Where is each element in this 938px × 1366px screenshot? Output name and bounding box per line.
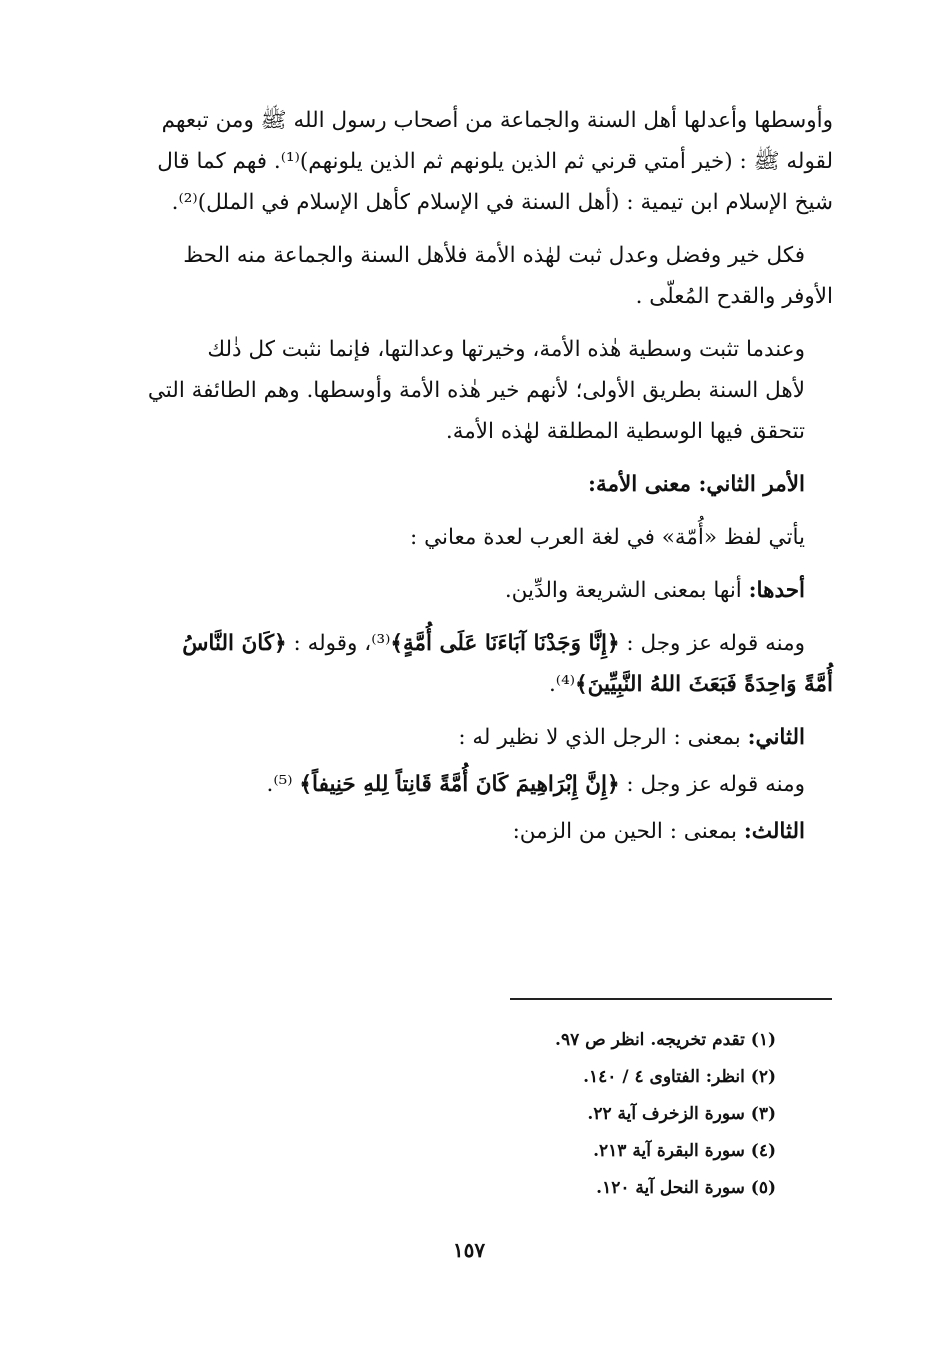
quran-verse-3: ﴿إِنَّ إِبْرَاهِيمَ كَانَ أُمَّةً قَانِتاً لِلهِ حَنِيفاً﴾ bbox=[299, 772, 620, 797]
paragraph-6 bbox=[108, 764, 833, 805]
paragraph-5 bbox=[108, 623, 833, 705]
paragraph-6-pre: ومنه قوله عز وجل : bbox=[619, 772, 805, 797]
footnote-1: (١) تقدم تخريجه. انظر ص ٩٧. bbox=[555, 1030, 776, 1050]
paragraph-2-line-1: فكل خير وفضل وعدل ثبت لهٰذه الأمة فلأهل السنة والجماعة منه الحظ bbox=[183, 243, 805, 268]
meaning-second bbox=[108, 717, 833, 758]
section-heading: الأمر الثاني: معنى الأمة: bbox=[588, 472, 805, 497]
quran-verse-1: ﴿إِنَّا وَجَدْنَا آبَاءَنَا عَلَى أُمَّةٍ﴾ bbox=[390, 631, 620, 656]
quran-verse-2-end: أُمَّةً وَاحِدَةً فَبَعَثَ اللهُ النَّبِيِّينَ﴾ bbox=[574, 672, 833, 697]
paragraph-1-line-2: لقوله ﷺ : (خير أمتي قرني ثم الذين يلونهم ثم الذين يلونهم)⁽¹⁾. فهم كما قال bbox=[157, 149, 833, 174]
paragraph-3 bbox=[108, 329, 833, 452]
footnote-ref-3: ⁽³⁾ bbox=[371, 631, 391, 656]
meaning-first bbox=[108, 570, 833, 611]
footnote-2: (٢) انظر: الفتاوى ٤ / ١٤٠. bbox=[583, 1067, 776, 1087]
paragraph-2 bbox=[108, 235, 833, 317]
paragraph-1 bbox=[108, 100, 833, 223]
footnote-ref-5: ⁽⁵⁾. bbox=[266, 772, 300, 797]
page-body bbox=[108, 100, 833, 852]
paragraph-5-mid: ، وقوله : bbox=[286, 631, 372, 656]
paragraph-2-line-2: الأوفر والقدح المُعلّى . bbox=[635, 284, 833, 309]
footnote-3: (٣) سورة الزخرف آية ٢٢. bbox=[587, 1104, 776, 1124]
meaning-second-label: الثاني: bbox=[747, 725, 805, 750]
page-number: ١٥٧ bbox=[452, 1238, 486, 1262]
meaning-first-label: أحدها: bbox=[748, 578, 805, 603]
meaning-first-text: أنها بمعنى الشريعة والدِّين. bbox=[504, 578, 749, 603]
footnote-4: (٤) سورة البقرة آية ٢١٣. bbox=[593, 1141, 776, 1161]
footnote-separator bbox=[510, 998, 832, 1000]
paragraph-3-line-3: تتحقق فيها الوسطية المطلقة لهٰذه الأمة. bbox=[445, 419, 805, 444]
footnotes bbox=[555, 1022, 776, 1207]
quran-verse-2-start: ﴿كَانَ النَّاسُ bbox=[182, 631, 287, 656]
paragraph-5-line-1 bbox=[108, 623, 833, 664]
paragraph-5-line-2 bbox=[108, 664, 833, 705]
meaning-second-text: بمعنى : الرجل الذي لا نظير له : bbox=[458, 725, 748, 750]
paragraph-3-line-2: لأهل السنة بطريق الأولى؛ لأنهم خير هٰذه الأمة وأوسطها. وهم الطائفة التي bbox=[147, 378, 805, 403]
meaning-third-text: بمعنى : الحين من الزمن: bbox=[512, 819, 744, 844]
meaning-third-label: الثالث: bbox=[743, 819, 805, 844]
paragraph-3-line-1: وعندما تثبت وسطية هٰذه الأمة، وخيرتها وعدالتها، فإنما نثبت كل ذٰلك bbox=[207, 337, 805, 362]
paragraph-5-pre: ومنه قوله عز وجل : bbox=[619, 631, 805, 656]
paragraph-1-line-3: شيخ الإسلام ابن تيمية : (أهل السنة في الإسلام كأهل الإسلام في الملل)⁽²⁾. bbox=[171, 190, 833, 215]
meaning-third bbox=[108, 811, 833, 852]
footnote-ref-4: ⁽⁴⁾. bbox=[548, 672, 575, 697]
paragraph-4: يأتي لفظ «أُمّة» في لغة العرب لعدة معاني : bbox=[410, 525, 805, 550]
paragraph-1-line-1: وأوسطها وأعدلها أهل السنة والجماعة من أصحاب رسول الله ﷺ ومن تبعهم bbox=[161, 108, 833, 133]
footnote-5: (٥) سورة النحل آية ١٢٠. bbox=[596, 1178, 776, 1198]
